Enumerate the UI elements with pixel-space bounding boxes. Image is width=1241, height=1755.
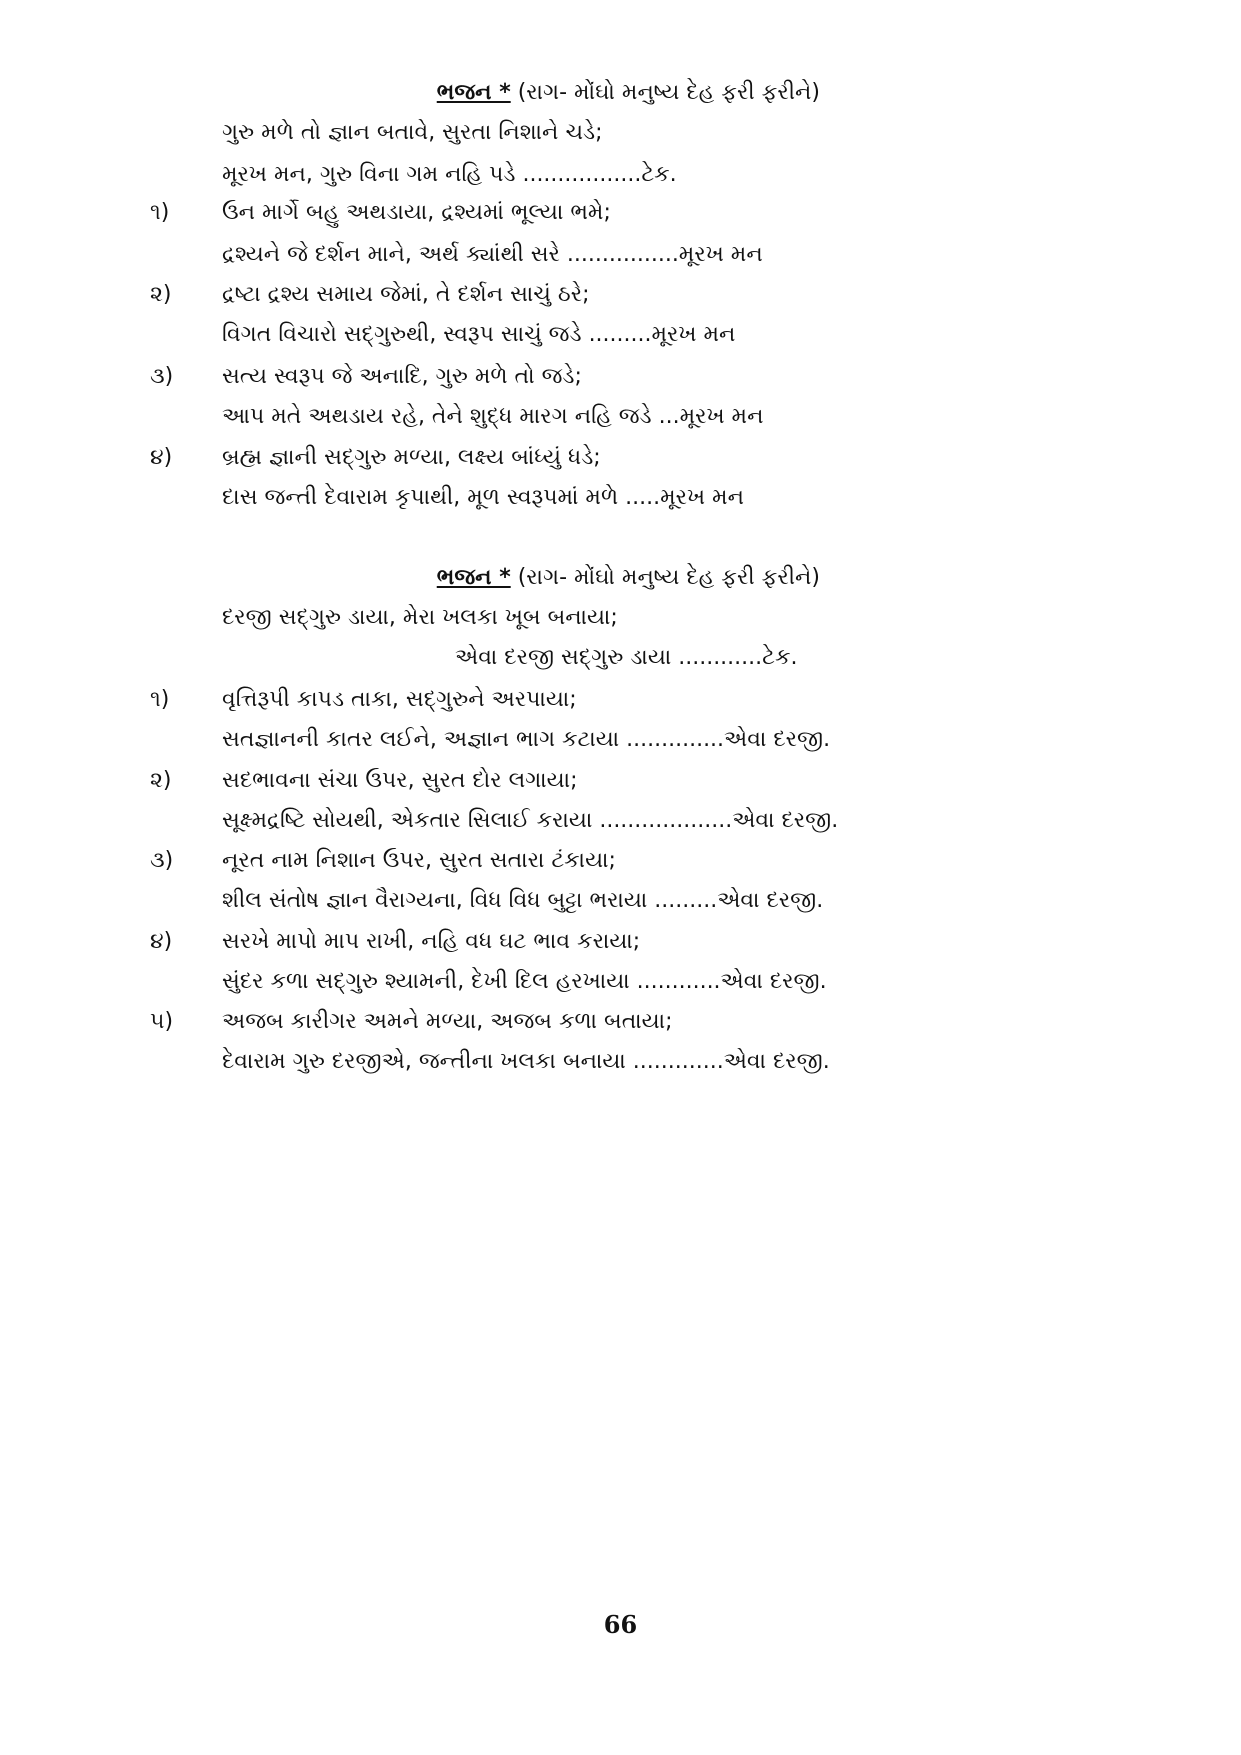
bhajan-1-tek-line-2: મૂરખ મન, ગુરુ વિના ગમ નહિ પડે .................ટેક. bbox=[222, 162, 677, 187]
bhajan-2-heading bbox=[300, 565, 820, 590]
bhajan-1-stanza-4-line-2: દાસ જન્તી દેવારામ કૃપાથી, મૂળ સ્વરૂપમાં મળે .....મૂરખ મન bbox=[222, 485, 744, 510]
bhajan-1-stanza-2-line-1: દ્રષ્ટા દ્રશ્ય સમાય જેમાં, તે દર્શન સાચું ઠરે; bbox=[222, 282, 590, 307]
bhajan-2-stanza-2-line-2: સૂક્ષ્મદ્રષ્ટિ સોયથી, એકતાર સિલાઈ કરાયા ...................એવા દરજી. bbox=[222, 808, 839, 833]
bhajan-1-tek-line-1: ગુરુ મળે તો જ્ઞાન બતાવે, સુરતા નિશાને ચડે; bbox=[222, 120, 603, 145]
bhajan-2-stanza-5-line-2: દેવારામ ગુરુ દરજીએ, જન્તીના ખલકા બનાયા .............એવા દરજી. bbox=[222, 1049, 830, 1074]
bhajan-2-raag: (રાગ- મોંઘો મનુષ્ય દેહ ફરી ફરીને) bbox=[510, 565, 820, 590]
bhajan-2-stanza-3-line-2: શીલ સંતોષ જ્ઞાન વૈરાગ્યના, વિધ વિધ બુટ્ટા ભરાયા .........એવા દરજી. bbox=[222, 888, 824, 913]
bhajan-1-title: ભજન * bbox=[436, 80, 511, 105]
bhajan-2-stanza-1-number: ૧) bbox=[150, 687, 170, 712]
bhajan-1-stanza-3-line-2: આપ મતે અથડાય રહે, તેને શુદ્ધ મારગ નહિ જડે ...મૂરખ મન bbox=[222, 404, 764, 429]
bhajan-2-stanza-1-line-1: વૃત્તિરૂપી કાપડ તાકા, સદ્‌ગુરુને અરપાયા; bbox=[222, 687, 577, 712]
bhajan-1-stanza-3-line-1: સત્ય સ્વરૂપ જે અનાદિ, ગુરુ મળે તો જડે; bbox=[222, 364, 582, 389]
bhajan-1-stanza-1-line-2: દ્રશ્યને જે દર્શન માને, અર્થ ક્યાંથી સરે ................મૂરખ મન bbox=[222, 242, 763, 267]
bhajan-2-stanza-4-line-1: સરખે માપો માપ રાખી, નહિ વધ ઘટ ભાવ કરાયા; bbox=[222, 929, 641, 954]
bhajan-2-stanza-3-number: ૩) bbox=[150, 848, 174, 873]
bhajan-2-stanza-2-line-1: સદભાવના સંચા ઉપર, સુરત દોર લગાયા; bbox=[222, 768, 578, 793]
bhajan-1-stanza-1-number: ૧) bbox=[150, 200, 170, 225]
page-number: 66 bbox=[603, 1610, 638, 1639]
bhajan-2-stanza-1-line-2: સતજ્ઞાનની કાતર લઈને, અજ્ઞાન ભાગ કટાયા ..............એવા દરજી. bbox=[222, 727, 831, 752]
bhajan-2-tek-line-1: દરજી સદ્‌ગુરુ ડાયા, મેરા ખલકા ખૂબ બનાયા; bbox=[222, 605, 618, 630]
bhajan-2-stanza-3-line-1: નૂરત નામ નિશાન ઉપર, સુરત સતારા ટંકાયા; bbox=[222, 848, 616, 873]
bhajan-1-stanza-4-line-1: બ્રહ્મ જ્ઞાની સદ્‌ગુરુ મળ્યા, લક્ષ્ય બાંધ્યું ધડે; bbox=[222, 445, 601, 470]
bhajan-1-stanza-3-number: ૩) bbox=[150, 364, 174, 389]
bhajan-1-stanza-4-number: ૪) bbox=[150, 445, 173, 470]
bhajan-1-heading bbox=[300, 80, 820, 105]
bhajan-2-tek-line-2: એવા દરજી સદ્‌ગુરુ ડાયા ............ટેક. bbox=[455, 645, 798, 670]
bhajan-1-stanza-2-line-2: વિગત વિચારો સદ્‌ગુરુથી, સ્વરૂપ સાચું જડે .........મૂરખ મન bbox=[222, 322, 736, 347]
bhajan-2-stanza-5-number: ૫) bbox=[150, 1009, 174, 1034]
bhajan-1-raag: (રાગ- મોંઘો મનુષ્ય દેહ ફરી ફરીને) bbox=[510, 80, 820, 105]
bhajan-1-stanza-1-line-1: ઉન માર્ગે બહુ અથડાયા, દ્રશ્યમાં ભૂલ્યા ભમે; bbox=[222, 200, 611, 225]
bhajan-2-stanza-4-line-2: સુંદર કળા સદ્‌ગુરુ શ્યામની, દેખી દિલ હરખાયા ............એવા દરજી. bbox=[222, 969, 827, 994]
bhajan-2-stanza-2-number: ૨) bbox=[150, 768, 172, 793]
bhajan-2-stanza-4-number: ૪) bbox=[150, 929, 173, 954]
bhajan-2-title: ભજન * bbox=[436, 565, 511, 590]
bhajan-2-stanza-5-line-1: અજબ કારીગર અમને મળ્યા, અજબ કળા બતાયા; bbox=[222, 1009, 673, 1034]
bhajan-1-stanza-2-number: ૨) bbox=[150, 282, 172, 307]
